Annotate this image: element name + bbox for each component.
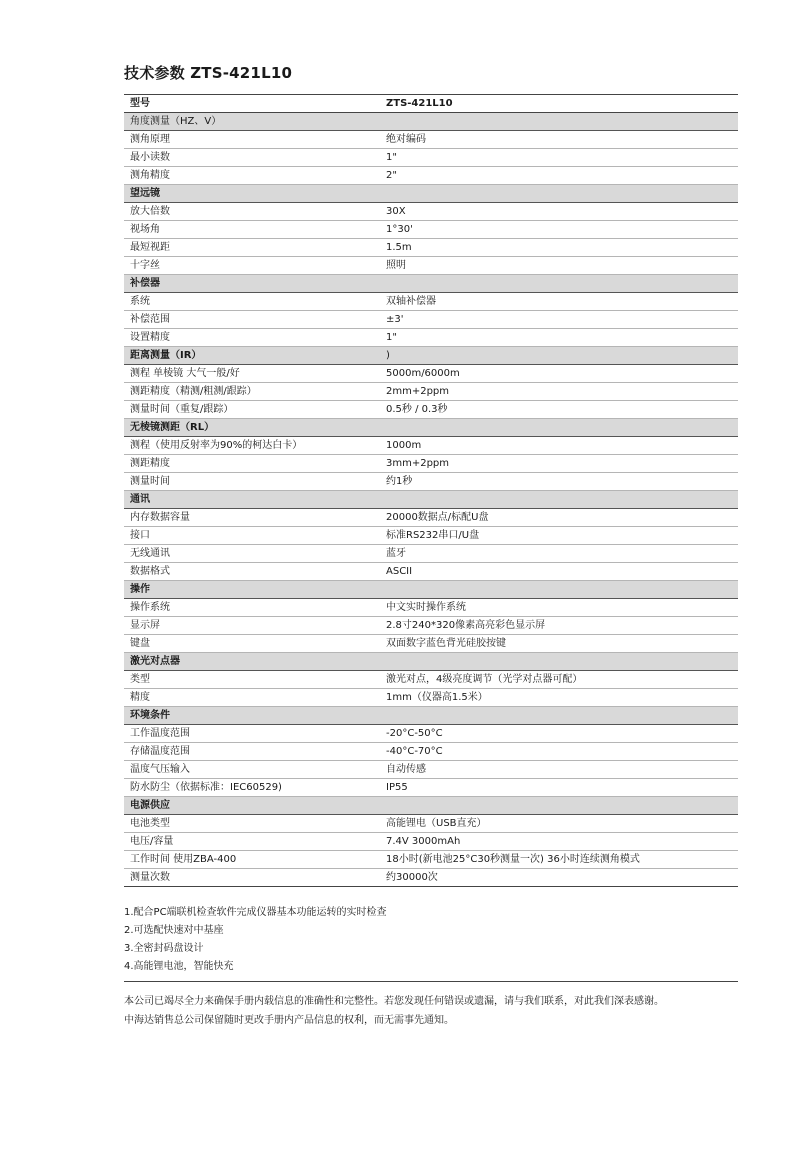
table-row xyxy=(124,365,738,383)
section-title: 通讯 xyxy=(124,491,738,509)
spec-label: 接口 xyxy=(124,527,380,545)
table-row xyxy=(124,833,738,851)
table-row xyxy=(124,815,738,833)
table-row xyxy=(124,761,738,779)
section-telescope xyxy=(124,185,738,203)
spec-value: -40°C-70°C xyxy=(380,743,738,761)
spec-label: 精度 xyxy=(124,689,380,707)
spec-label: 内存数据容量 xyxy=(124,509,380,527)
note-item: 2.可选配快速对中基座 xyxy=(124,925,224,936)
table-row xyxy=(124,743,738,761)
spec-label: 测量时间（重复/跟踪） xyxy=(124,401,380,419)
spec-value: 1000m xyxy=(380,437,738,455)
disclaimer-line: 中海达销售总公司保留随时更改手册内产品信息的权利，而无需事先通知。 xyxy=(124,1015,454,1026)
spec-label: 显示屏 xyxy=(124,617,380,635)
section-laser-plummet xyxy=(124,653,738,671)
table-row xyxy=(124,527,738,545)
spec-value: 30X xyxy=(380,203,738,221)
spec-label: 测量时间 xyxy=(124,473,380,491)
table-row xyxy=(124,311,738,329)
spec-label: 测程 单棱镜 大气一般/好 xyxy=(124,365,380,383)
table-row xyxy=(124,473,738,491)
section-title: 角度测量（HZ、V） xyxy=(124,113,738,131)
spec-label: 测量次数 xyxy=(124,869,380,887)
spec-label: 数据格式 xyxy=(124,563,380,581)
spec-label: 补偿范围 xyxy=(124,311,380,329)
spec-label: 测程（使用反射率为90%的柯达白卡） xyxy=(124,437,380,455)
section-angle xyxy=(124,113,738,131)
spec-value: 约1秒 xyxy=(380,473,738,491)
table-row xyxy=(124,149,738,167)
spec-label: 温度气压输入 xyxy=(124,761,380,779)
spec-value: 双面数字蓝色背光硅胶按键 xyxy=(380,635,738,653)
section-title: 电源供应 xyxy=(124,797,738,815)
divider xyxy=(124,981,738,982)
table-row xyxy=(124,545,738,563)
spec-label: 存储温度范围 xyxy=(124,743,380,761)
spec-value: -20°C-50°C xyxy=(380,725,738,743)
note-item: 3.全密封码盘设计 xyxy=(124,943,204,954)
spec-value: 2mm+2ppm xyxy=(380,383,738,401)
disclaimer-line: 本公司已竭尽全力来确保手册内载信息的准确性和完整性。若您发现任何错误或遗漏，请与我们联系，对此我们深表感谢。 xyxy=(124,996,664,1007)
spec-value: 绝对编码 xyxy=(380,131,738,149)
spec-value: 激光对点，4级亮度调节（光学对点器可配） xyxy=(380,671,738,689)
spec-value: 2.8寸240*320像素高亮彩色显示屏 xyxy=(380,617,738,635)
spec-label: 无线通讯 xyxy=(124,545,380,563)
spec-label: 工作温度范围 xyxy=(124,725,380,743)
section-title: 补偿器 xyxy=(124,275,738,293)
table-row xyxy=(124,635,738,653)
spec-value: 中文实时操作系统 xyxy=(380,599,738,617)
spec-label: 电压/容量 xyxy=(124,833,380,851)
spec-label: 放大倍数 xyxy=(124,203,380,221)
spec-value: 1" xyxy=(380,329,738,347)
section-ir-distance xyxy=(124,347,738,365)
spec-value: 双轴补偿器 xyxy=(380,293,738,311)
table-row xyxy=(124,563,738,581)
spec-value: IP55 xyxy=(380,779,738,797)
spec-value: 7.4V 3000mAh xyxy=(380,833,738,851)
spec-label: 操作系统 xyxy=(124,599,380,617)
spec-label: 测距精度 xyxy=(124,455,380,473)
table-row xyxy=(124,401,738,419)
section-title: 环境条件 xyxy=(124,707,738,725)
spec-value: 3mm+2ppm xyxy=(380,455,738,473)
spec-table xyxy=(124,94,738,887)
table-row xyxy=(124,455,738,473)
section-environment xyxy=(124,707,738,725)
section-title: 距离测量（IR） xyxy=(124,347,380,365)
section-power xyxy=(124,797,738,815)
spec-value: 高能锂电（USB直充） xyxy=(380,815,738,833)
spec-label: 工作时间 使用ZBA-400 xyxy=(124,851,380,869)
spec-label: 测角精度 xyxy=(124,167,380,185)
spec-label: 测距精度（精测/粗测/跟踪） xyxy=(124,383,380,401)
spec-label: 视场角 xyxy=(124,221,380,239)
section-communication xyxy=(124,491,738,509)
spec-value: 1.5m xyxy=(380,239,738,257)
table-row xyxy=(124,221,738,239)
table-row xyxy=(124,203,738,221)
section-operation xyxy=(124,581,738,599)
spec-label: 防水防尘（依据标准：IEC60529) xyxy=(124,779,380,797)
table-row xyxy=(124,725,738,743)
page-title: 技术参数 ZTS-421L10 xyxy=(124,64,293,82)
table-row xyxy=(124,509,738,527)
spec-value: 蓝牙 xyxy=(380,545,738,563)
spec-value: ASCII xyxy=(380,563,738,581)
table-row xyxy=(124,689,738,707)
spec-value: 约30000次 xyxy=(380,869,738,887)
spec-value: 5000m/6000m xyxy=(380,365,738,383)
feature-notes xyxy=(124,904,738,976)
spec-label: 键盘 xyxy=(124,635,380,653)
table-row xyxy=(124,671,738,689)
table-row xyxy=(124,851,738,869)
spec-value: 0.5秒 / 0.3秒 xyxy=(380,401,738,419)
section-title: 激光对点器 xyxy=(124,653,738,671)
spec-label: 测角原理 xyxy=(124,131,380,149)
spec-label: 最短视距 xyxy=(124,239,380,257)
table-row xyxy=(124,599,738,617)
spec-label: 电池类型 xyxy=(124,815,380,833)
table-row xyxy=(124,383,738,401)
section-title: 望远镜 xyxy=(124,185,738,203)
spec-value: ±3' xyxy=(380,311,738,329)
spec-value: 1°30' xyxy=(380,221,738,239)
section-reflectorless xyxy=(124,419,738,437)
spec-value: 标准RS232串口/U盘 xyxy=(380,527,738,545)
table-row xyxy=(124,329,738,347)
spec-label: 系统 xyxy=(124,293,380,311)
table-row xyxy=(124,779,738,797)
table-row xyxy=(124,617,738,635)
spec-label: 最小读数 xyxy=(124,149,380,167)
spec-label: 十字丝 xyxy=(124,257,380,275)
note-item: 1.配合PC端联机检查软件完成仪器基本功能运转的实时检查 xyxy=(124,907,387,918)
header-model-label: 型号 xyxy=(124,95,380,113)
disclaimer xyxy=(124,992,764,1030)
spec-value: 20000数据点/标配U盘 xyxy=(380,509,738,527)
section-extra: ) xyxy=(380,347,738,365)
table-header-row xyxy=(124,95,738,113)
table-row xyxy=(124,167,738,185)
table-row xyxy=(124,437,738,455)
header-model-value: ZTS-421L10 xyxy=(380,95,738,113)
table-row xyxy=(124,293,738,311)
table-row xyxy=(124,257,738,275)
note-item: 4.高能锂电池，智能快充 xyxy=(124,961,234,972)
table-row xyxy=(124,131,738,149)
spec-value: 2" xyxy=(380,167,738,185)
spec-label: 设置精度 xyxy=(124,329,380,347)
spec-value: 1" xyxy=(380,149,738,167)
section-title: 操作 xyxy=(124,581,738,599)
spec-value: 18小时(新电池25°C30秒测量一次) 36小时连续测角模式 xyxy=(380,851,738,869)
spec-value: 照明 xyxy=(380,257,738,275)
spec-value: 自动传感 xyxy=(380,761,738,779)
table-row xyxy=(124,239,738,257)
spec-label: 类型 xyxy=(124,671,380,689)
table-row xyxy=(124,869,738,887)
section-title: 无棱镜测距（RL） xyxy=(124,419,738,437)
spec-value: 1mm（仪器高1.5米） xyxy=(380,689,738,707)
section-compensator xyxy=(124,275,738,293)
